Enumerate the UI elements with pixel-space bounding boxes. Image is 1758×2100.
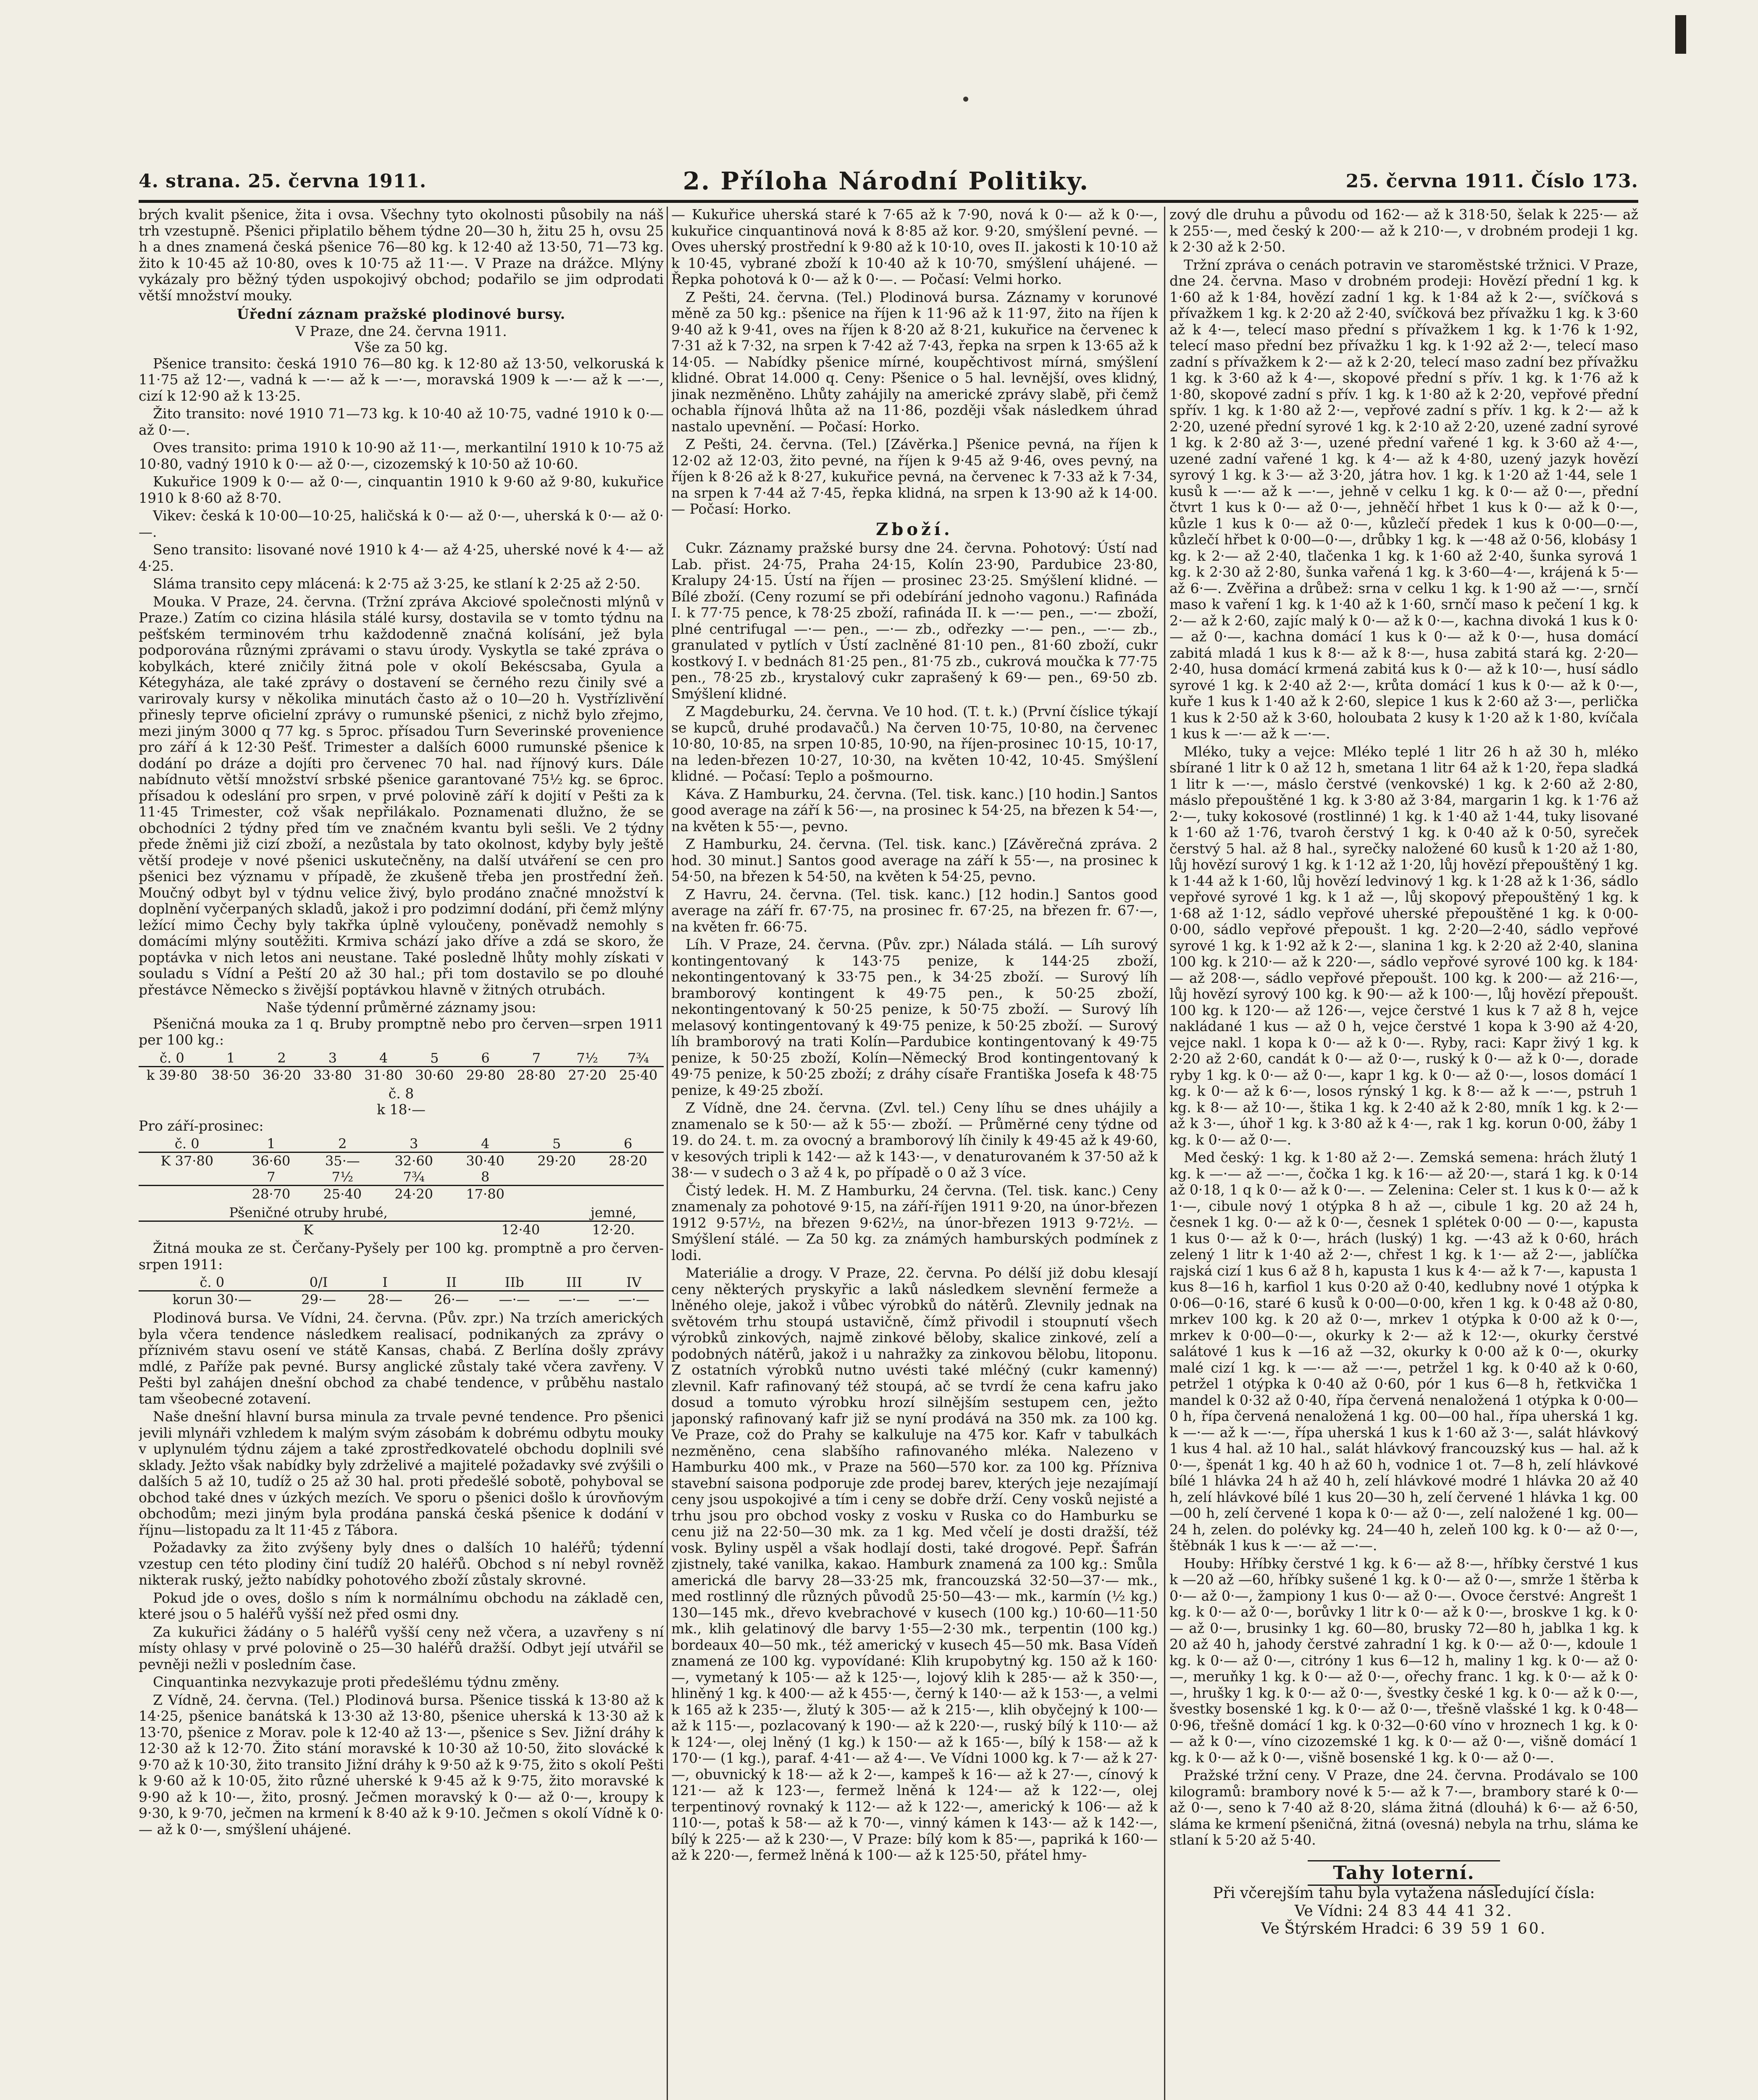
table-cell: korun 30·—	[139, 1291, 286, 1308]
table-heading: Žitná mouka ze st. Čerčany-Pyšely per 100 kg. promptně a pro červen-srpen 1911:	[139, 1240, 664, 1273]
table-cell: k 39·80	[139, 1066, 205, 1083]
table-cell: 28·70	[235, 1186, 307, 1202]
lottery-numbers: 6 39 59 1 60.	[1424, 1920, 1547, 1937]
table-cell: K	[139, 1221, 478, 1238]
price-paragraph: Pšenice transito: česká 1910 76—80 kg. k 12·80 až 13·50, velkoruská k 11·75 až 12·—, vadná k —·— až k —·—, moravská 1909 k —·— až k —·—, cizí k 12·90 až k 13·25.	[139, 355, 664, 404]
table-cell: II	[446, 1274, 457, 1290]
table-cell: K 37·80	[139, 1152, 235, 1169]
table-cell: 7¾	[403, 1169, 425, 1185]
price-paragraph: Seno transito: lisované nové 1910 k 4·— až 4·25, uherské nové k 4·— až 4·25.	[139, 541, 664, 574]
article-text: Požadavky za žito zvýšeny byly dnes o dalších 10 haléřů; týdenní vzestup cen této plodiny činí tudíž 20 haléřů. Obchod s ní nebyl rovněž nikterak ruský, ježto nabídky pohotového zboží zůstaly skrovné.	[139, 1539, 664, 1588]
table-cell: 6	[481, 1050, 490, 1066]
paper-speck	[963, 97, 968, 102]
table-cell: 2	[338, 1136, 347, 1152]
table-cell: 1	[226, 1050, 235, 1066]
table-cell: 7	[532, 1050, 541, 1066]
table-cell: 8	[481, 1169, 490, 1185]
table-cell: 5	[430, 1050, 439, 1066]
article-text: Materiálie a drogy. V Praze, 22. června. Po délší již dobu klesají ceny některých pryskyřic a laků následkem slevnění fermeže a lněného oleje, jakož i vůbec výrobků do nátěrů. Zlevnily jednak na světovém trhu stoupá ustavičně, čímž přivodil i stoupnutí všech výrobků zinkových, najmě zinkové běloby, skalice zinkové, zelí a podobných nátěrů, jakož i u nahražky za zinkovou bělobu, litoponu. Z ostatních výrobků nutno uvésti také mléčný (cukr kamenný) zlevnil. Kafr rafinovaný též stoupá, ač se tvrdí že cena kafru jako dosud a tomuto výrobku hrozí silnějším sestupem cen, ježto japonský rafinovaný kafr již se nyní prodává na 350 mk. za 100 kg. Ve Praze, což do Prahy se kalkuluje na 475 kor. Kafr v tabulkách nezměněno, cena slabšího rafinovaného mléka. Nalezeno v Hamburku 400 mk., v Praze na 560—570 kor. za 100 kg. Přízniva stavební saisona podporuje zde prodej barev, kterých jeje nezajímají ceny jsou uspokojivé a tím i ceny se dobře drží. Ceny vosků nejisté a trhu jsou pro obchod vosky z vosku v Ruska co do Hamburku se cenu již na 22·50—30 mk. za 1 kg. Med včelí je dosti dražší, též vosk. Byliny uspěl a však hodlají dosti, také drogové. Pepř. Šafrán zjistnely, také vanilka, kakao. Hamburk znamená za 100 kg.: Smůla americká dle barvy 28—33·25 mk, francouzská 32·50—37·— mk., med rostlinný dle různých původů 25·50—43·— mk., karmín (½ kg.) 130—145 mk., dřevo kvebrachové v kusech (100 kg.) 10·60—11·50 mk., klih gelatinový dle barvy 1·55—2·30 mk., terpentin (100 kg.) bordeaux 40—50 mk., též americký v kusech 45—50 mk. Basa Vídeň znamená ze 100 kg. vypovídané: Klih krupobytný kg. 150 až k 160·—, vymetaný k 105·— až k 125·—, lojový klih k 285·— až k 350·—, hliněný 1 kg. k 400·— až k 455·—, černý k 140·— až k 153·—, a velmi k 165 až k 235·—, žlutý k 305·— až k 215·—, klih obyčejný k 100·— až k 115·—, pozlacovaný k 190·— až k 220·—, ruský bílý k 110·— až k 124·—, olej lněný (1 kg.) k 150·— až k 165·—, bílý k 158·— až k 170·— (1 kg.), paraf. 4·41·— až 4·—. Ve Vídni 1000 kg. k 7·— až k 27·—, obuvnický k 18·— až k 2·—, kampeš k 16·— až k 27·—, cínový k 121·— až k 123·—, fermež lněná k 124·— až k 122·—, olej terpentinový rovnaký k 112·— až k 122·—, americký k 106·— až k 110·—, potaš k 58·— až k 70·—, vinný kámen k 143·— až k 142·—, bílý k 225·— až k 230·—, V Praze: bílý kom k 85·—, papriká k 160·— až k 220·—, fermež lněná k 100·— až k 125·50, přátel hmy-	[671, 1265, 1158, 1863]
table-cell: 36·20	[256, 1066, 307, 1083]
table-cell: 7	[267, 1169, 276, 1185]
table-cell: —·—	[544, 1291, 604, 1308]
table-cell: III	[566, 1274, 582, 1290]
article-text: Pokud jde o oves, došlo s ním k normálnímu obchodu na základě cen, které jsou o 5 haléřů vyšší než před osmi dny.	[139, 1589, 664, 1622]
table-cell: 12·40	[478, 1221, 563, 1238]
table-cell: 24·20	[378, 1186, 449, 1202]
article-text: Čistý ledek. H. M. Z Hamburku, 24 června. (Tel. tisk. kanc.) Ceny znamenaly za pohotové 9·15, na září-říjen 1911 9·20, na únor-březen 1912 9·57½, na březen 9·62½, na únor-březen 1913 9·72½. — Smýšlení stálé. — Za 50 kg. za známých hamburských podmínek z lodi.	[671, 1182, 1158, 1263]
table-cell: 6	[623, 1136, 633, 1152]
dateline: V Praze, dne 24. června 1911.	[295, 323, 507, 339]
table-cell: 29·20	[521, 1152, 592, 1169]
column-2	[671, 207, 1158, 2100]
lottery-graz	[1169, 1921, 1638, 1937]
lottery-vienna	[1169, 1903, 1638, 1920]
table-cell: 29·80	[460, 1066, 511, 1083]
article-text: Mouka. V Praze, 24. června. (Tržní zpráva Akciové společnosti mlýnů v Praze.) Zatím co cizina hlásila stálé kursy, dostavila se v tomto týdnu na pešťském terminovém trhu každodenně značná kolísání, jež byla podporována různými zprávami o stavu úrody. Vyskytla se také zpráva o kobylkách, které zničily žitná pole v okolí Bekéscsaba, Gyula a Kétegyháza, ale také zprávy o dostavení se černého rezu činily své a varirovaly kursy v několika minutách často až o 10—20 h. Vystřízlivění přinesly teprve oficielní zprávy o rumunské pšenici, z nichž bylo zřejmo, mezi jiným 3000 q 77 kg. s 5proc. přísadou Turn Severinské provenience pro září á k 12·30 Pešť. Trimester a dalších 6000 rumunské pšenice k dodání po dráze a dojíti pro červenec 70 hal. nad říjnový kurs. Dále nabídnuto větší množství srbské pšenice garantované 75½ kg. se 6proc. přísadou k odeslání pro srpen, v prvé polovině září k dojití v Pešti za k 11·45 Trimester, což však nepřilákalo. Poznamenati dlužno, že se obchodníci 2 týdny před tím ve značném kvantu byli sešli. Ve 2 týdny přede žněmi již cizí zboží, a nezůstala by tato okolnost, kdyby byly ještě větší prodeje v nové pšenici uskutečněny, na další utváření se cen pro pšenici bez významu v případě, že zkušeně třeba jen prostřední žeň. Moučný odbyt byl v týdnu velice živý, bylo prodáno značné množství k doplnění vyčerpaných skladů, jakož i pro podzimní dodání, při čemž mlýny ležící mimo Čechy byly takřka úplně vyloučeny, poněvadž nemohly s domácími mlýny soutěžiti. Krmiva schází jako dříve a zdá se skoro, že poptávka v nich letos ani neustane. Také posledně lhůty mohly získati v souladu s Vídní a Peští 20 až 30 hal.; při tom dostavilo se po dlouhé přestávce Německo s živější poptávkou hlavně v žitných otrubách.	[139, 593, 664, 998]
table-cell: —·—	[485, 1291, 544, 1308]
table-cell: 32·60	[378, 1152, 449, 1169]
article-text: Mléko, tuky a vejce: Mléko teplé 1 litr 26 h až 30 h, mléko sbírané 1 litr k 0 až 12 h, smetana 1 litr 64 až k 1·20, řepa sladká 1 litr k —·—, máslo čerstvé (venkovské) 1 kg. k 2·60 až 2·80, máslo přepouštěné 1 kg. k 3·80 až 3·84, margarin 1 kg. k 1·76 až 2·—, tuky kokosové (rostlinné) 1 kg. k 1·40 až 1·44, tuky lisované k 1·60 až 1·76, tvaroh čerstvý 1 kg. k 0·40 až k 0·50, syreček čerstvý 5 hal. až 8 hal., syrečky naložené 60 kusů k 1·20 až 1·80, lůj hovězí surový 1 kg. k 1·12 až 1·20, lůj hovězí přepouštěný 1 kg. k 1·44 až k 1·60, lůj hovězí ledvinový 1 kg. k 1·28 až k 1·36, sádlo vepřové syrové 1 kg. k 1 až —, lůj skopový přepouštěný 1 kg. k 1·68 až 1·12, sádlo vepřové uherské přepouštěné 1 kg. k 0·00-0·00, sádlo vepřové přepoušt. 1 kg. 2·20—2·40, sádlo vepřové syrové 1 kg. k 1·92 až k 2·—, slanina 1 kg. k 2·20 až 2·40, slanina 100 kg. k 210·— až k 220·—, sádlo vepřové syrové 100 kg. k 184·— až 208·—, sádlo vepřové přepoušt. 100 kg. k 200·— až 216·—, lůj hovězí syrový 100 kg. k 90·— až k 100·—, lůj hovězí přepoušt. 100 kg. k 120·— až 126·—, vejce čerstvé 1 kus k 7 až 8 h, vejce nakládané 1 kus — až 0 h, vejce čerstvé 1 kopa k 3·90 až 4·20, vejce nakl. 1 kopa k 0·— až k 0·—. Ryby, raci: Kapr živý 1 kg. k 2·20 až 2·60, candát k 0·— až 0·—, ruský k 0·— až k 0·—, dorade ryby 1 kg. k 0·— až 0·—, kapr 1 kg. k 0·— až 0·—, losos domácí 1 kg. k 0·— až k 6·—, losos rýnský 1 kg. k 8·— až k —·—, pstruh 1 kg. k 8·— až 10·—, štika 1 kg. k 2·40 až k 2·80, mník 1 kg. k 2·— až k 3·—, úhoř 1 kg. k 3·80 až k 4·—, rak 1 kg. korun 0·00, žáby 1 kg. k 0·— až 0·—.	[1169, 743, 1638, 1148]
lottery-city: Ve Vídni:	[1294, 1902, 1363, 1920]
table-cell: Pšeničné otruby hrubé,	[229, 1205, 388, 1221]
bran-price-table	[139, 1205, 664, 1238]
table-cell: 27·20	[562, 1066, 612, 1083]
section-heading: Úřední záznam pražské plodinové bursy.	[237, 306, 566, 322]
table-cell: I	[382, 1274, 388, 1290]
table-cell: 7¾	[627, 1050, 649, 1066]
section-heading: Zboží.	[876, 519, 953, 539]
table-cell: —·—	[604, 1291, 664, 1308]
column-1	[139, 207, 664, 2100]
table-cell: 5	[552, 1136, 561, 1152]
table-cell: 36·60	[235, 1152, 307, 1169]
table-cell: 3	[328, 1050, 337, 1066]
table-cell: č. 0	[174, 1136, 200, 1152]
table-cell: 25·40	[307, 1186, 378, 1202]
article-text: — Kukuřice uherská staré k 7·65 až k 7·90, nová k 0·— až k 0·—, kukuřice cinquantinová nová k 8·85 až kor. 9·20, smýšlení pevné. — Oves uherský prostřední k 9·80 až k 10·10, oves II. jakosti k 10·10 až k 10·45, vybrané zboží k 10·40 až k 10·70, smýšlení uhájené. — Řepka pohotová k 0·— až k 0·—. — Počasí: Velmi horko.	[671, 207, 1158, 287]
header-right: 25. června 1911. Číslo 173.	[1345, 170, 1638, 192]
table-cell: 30·60	[409, 1066, 460, 1083]
page-header	[139, 166, 1638, 196]
table-cell: 3	[410, 1136, 418, 1152]
table-cell: 4	[481, 1136, 490, 1152]
table-cell: jemné,	[590, 1205, 636, 1221]
table-cell: č. 0	[160, 1050, 184, 1066]
table-cell: 4	[379, 1050, 388, 1066]
header-rule	[139, 200, 1638, 203]
article-text: Houby: Hříbky čerstvé 1 kg. k 6·— až 8·—, hříbky čerstvé 1 kus k —20 až —60, hříbky sušené 1 kg. k 0·— až 0·—, smrže 1 štěrba k 0·— až 0·—, žampiony 1 kus 0·— až 0·—. Ovoce čerstvé: Angrešt 1 kg. k 0·— až 0·—, borůvky 1 litr k 0·— až k 0·—, broskve 1 kg. k 0·— až 0·—, brusinky 1 kg. 60—80, brusky 72—80 h, jablka 1 kg. k 20 až 40 h, jahody čerstvé zahradní 1 kg. k 0·— až 0·—, kdoule 1 kg. k 0·— až 0·—, citróny 1 kus 6—12 h, maliny 1 kg. k 0·— až 0·—, meruňky 1 kg. k 0·— až 0·—, ořechy franc. 1 kg. k 0·— až k 0·—, hrušky 1 kg. k 0·— až 0·—, švestky české 1 kg. k 0·— až k 0·—, švestky bosenské 1 kg. k 0·— až 0·—, třešně vlašské 1 kg. k 0·48—0·96, třešně domácí 1 kg. k 0·32—0·60 víno v hroznech 1 kg. k 0·— až k 0·—, víno cizozemské 1 kg. k 0·— až 0·—, višně domácí 1 kg. k 0·— až k 0·—, višně bosenské 1 kg. k 0·— až 0·—.	[1169, 1555, 1638, 1766]
article-text: brých kvalit pšenice, žita i ovsa. Všechny tyto okolnosti působily na náš trh vzestupně. Pšenici připlatilo během týdne 20—30 h, žitu 25 h, ovsu 25 h a dnes znamená česká pšenice 76—80 kg. k 12·40 až 13·50, 71—73 kg. žito k 10·45 až 10·80, oves k 10·75 až 11·—. V Praze na drážce. Mlýny vykázaly pro běžný týden uspokojivý obchod; podařilo se jim odprodati větší množství mouky.	[139, 207, 664, 304]
column-divider	[1164, 207, 1165, 2100]
table-cell: 25·40	[613, 1066, 664, 1083]
table-cell: 1	[267, 1136, 276, 1152]
article-text: Z Pešti, 24. června. (Tel.) [Závěrka.] Pšenice pevná, na říjen k 12·02 až 12·03, žito pevné, na říjen k 9·45 až 9·46, oves pevný, na říjen k 8·26 až k 8·27, kukuřice pevná, na červenec k 7·33 až k 7·34, na srpen k 7·44 až 7·45, řepka klidná, na srpen k 13·90 až k 14·00. — Počasí: Horko.	[671, 436, 1158, 517]
table-cell: č. 0	[200, 1274, 225, 1290]
table-cell: 17·80	[449, 1186, 521, 1202]
article-text: Za kukuřici žádány o 5 haléřů vyšší ceny než včera, a uzavřeny s ní místy ohlasy v prvé polovině o 25—30 haléřů dražší. Odbyt její utvářil se pevněji nežli v posledním čase.	[139, 1623, 664, 1672]
price-paragraph: Kukuřice 1909 k 0·— až 0·—, cinquantin 1910 k 9·60 až 9·80, kukuřice 1910 k 8·60 až 8·70.	[139, 473, 664, 506]
article-text: Cukr. Záznamy pražské bursy dne 24. června. Pohotový: Ústí nad Lab. přist. 24·75, Praha 24·15, Kolín 23·90, Pardubice 23·80, Kralupy 24·15. Ústí na říjen — prosinec 23·25. Smýšlení klidné. — Bílé zboží. (Ceny rozumí se při odebírání jednoho vagonu.) Rafináda I. k 77·75 pence, k 78·25 zboží, rafináda II. k —·— pen., —·— zboží, plné centrifugal —·— pen., —·— zb., odřezky —·— pen., —·— zb., granulated v pytlích v Ústí zaclněné 81·10 pen., 81·60 zboží, cukr kostkový I. v bednách 81·25 pen., 81·75 zb., cukrová moučka k 77·75 pen., 78·25 zb., krystalový cukr zaprašený k 69·— pen., 69·50 zb. Smýšlení klidné.	[671, 540, 1158, 702]
article-text: Pražské tržní ceny. V Praze, dne 24. června. Prodávalo se 100 kilogramů: brambory nové k 5·— až k 7·—, brambory staré k 0·— až 0·—, seno k 7·40 až 8·20, sláma žitná (dlouhá) k 6·— až 6·50, sláma ke krmení pšeničná, žitná (ovesná) nebyla na trhu, sláma ke stlaní k 5·20 až 5·40.	[1169, 1767, 1638, 1848]
table-cell: 28·—	[352, 1291, 418, 1308]
table-heading: Pro září-prosinec:	[139, 1117, 264, 1134]
table-cell: 31·80	[358, 1066, 409, 1083]
table-cell: 12·20.	[563, 1221, 664, 1238]
article-text: Z Hamburku, 24. června. (Tel. tisk. kanc.) [Závěrečná zpráva. 2 hod. 30 minut.] Santos good average na září k 55·—, na prosinec k 54·50, na březen k 54·50, na květen k 54·25, pevno.	[671, 836, 1158, 885]
unit-note: Vše za 50 kg.	[354, 339, 448, 355]
price-paragraph: Žito transito: nové 1910 71—73 kg. k 10·40 až 10·75, vadné 1910 k 0·— až 0·—.	[139, 405, 664, 438]
table-cell: 29·—	[286, 1291, 352, 1308]
rye-flour-table	[139, 1274, 664, 1307]
table-cell: 28·80	[511, 1066, 562, 1083]
table-cell: IIb	[505, 1274, 524, 1290]
table-cell: 2	[277, 1050, 286, 1066]
article-text: Plodinová bursa. Ve Vídni, 24. června. (Pův. zpr.) Na trzích amerických byla včera tendence následkem realisací, podnikaných za zprávy o příznivém stavu osení ve státě Kansas, chabá. Z Berlína došly zprávy mdlé, z Paříže pak pevné. Bursy anglické zůstaly také včera zavřeny. V Pešti byl zahájen dnešní obchod za chabé tendence, v průběhu nastalo tam všeobecné zotavení.	[139, 1310, 664, 1407]
article-text: Naše dnešní hlavní bursa minula za trvale pevné tendence. Pro pšenici jevili mlynáři vzhledem k malým svým zásobám k dobrému odbytu mouky v uplynulém týdnu zájem a také zprostředkovatelé obchodu doplnili své sklady. Ježto však nabídky byly zdrželivé a majitelé požadavky své zvýšili o dalších 5 až 10, tudíž o 25 až 30 hal. proti předešlé sobotě, pohyboval se obchod také dnes v úzkých mezích. Ve sporu o pšenici došlo k úrovňovým obchodům; mezi jiným byla prodána panská česká pšenice k dodání v říjnu—listopadu za lt 11·45 z Tábora.	[139, 1408, 664, 1538]
article-text: Cinquantinka nezvykazuje proti předešlému týdnu změny.	[153, 1674, 560, 1690]
article-text: Z Havru, 24. června. (Tel. tisk. kanc.) [12 hodin.] Santos good average na září fr. 67·75, na prosinec fr. 67·25, na březen fr. 67·—, na květen fr. 66·75.	[671, 886, 1158, 935]
article-text: Z Magdeburku, 24. června. Ve 10 hod. (T. t. k.) (První číslice týkají se kupců, druhé prodavačů.) Na červen 10·75, 10·80, na červenec 10·80, 10·85, na srpen 10·85, 10·90, na říjen-prosinec 10·15, 10·17, na leden-březen 10·27, 10·30, na květen 10·42, 10·45. Smýšlení klidné. — Počasí: Teplo a pošmourno.	[671, 703, 1158, 784]
header-left: 4. strana. 25. června 1911.	[139, 170, 427, 192]
flour-price-table	[139, 1050, 664, 1083]
column-divider	[667, 207, 668, 2100]
page-corner-mark	[1675, 15, 1686, 54]
table-heading: Pšeničná mouka za 1 q. Bruby promptně nebo pro červen—srpen 1911 per 100 kg.:	[139, 1015, 664, 1048]
column-3	[1169, 207, 1638, 2100]
lottery-intro: Při včerejším tahu byla vytažena následující čísla:	[1213, 1885, 1595, 1902]
lottery-heading: Tahy loterní.	[1169, 1865, 1638, 1882]
flour-price-table-autumn	[139, 1136, 664, 1202]
table-cell: 26·—	[418, 1291, 485, 1308]
table-cell: 0/I	[309, 1274, 328, 1290]
table-cell: 7½	[331, 1169, 354, 1185]
lottery-city: Ve Štýrském Hradci:	[1261, 1920, 1419, 1937]
table-cell: 38·50	[205, 1066, 256, 1083]
table-cell: 35·—	[307, 1152, 378, 1169]
article-text: Z Vídně, 24. června. (Tel.) Plodinová bursa. Pšenice tisská k 13·80 až k 14·25, pšenice banátská k 13·30 až 13·80, pšenice uherská k 13·30 až k 13·70, pšenice z Morav. pole k 12·40 až 13·—, pšenice s Sev. Jižní dráhy k 12·30 až k 12·70. Žito stání moravské k 10·30 až 10·50, žito slovácké k 9·70 až k 10·30, žito transito Jižní dráhy k 9·50 až k 9·75, žito s okolí Pešti k 9·60 až k 10·05, žito různé uherské k 9·45 až k 9·75, žito moravské k 9·90 až k 10·—, žito, prosný. Ječmen moravský k 0·— až 0·—, kroupy k 9·30, k 9·70, ječmen na krmení k 8·40 až k 9·10. Ječmen s okolí Vídně k 0·— až k 0·—, smýšlení uhájené.	[139, 1691, 664, 1838]
lottery-numbers: 24 83 44 41 32.	[1368, 1902, 1514, 1920]
price-paragraph: Sláma transito cepy mlácená: k 2·75 až 3·25, ke stlaní k 2·25 až 2·50.	[153, 575, 641, 592]
table-cell: 7½	[576, 1050, 598, 1066]
table-cell: č. 8	[388, 1085, 414, 1102]
price-paragraph: Vikev: česká k 10·00—10·25, haličská k 0·— až 0·—, uherská k 0·— až 0·—.	[139, 507, 664, 540]
article-text: Z Pešti, 24. června. (Tel.) Plodinová bursa. Záznamy v korunové měně za 50 kg.: pšenice na říjen k 11·96 až k 11·97, žito na říjen k 9·40 až k 9·41, oves na říjen k 8·20 až 8·21, kukuřice na červenec k 7·31 až k 7·32, na srpen k 7·42 až 7·43, řepka na srpen k 13·65 až k 14·05. — Nabídky pšenice mírné, koupěchtivost mírná, smýšlení klidné. Obrat 14.000 q. Ceny: Pšenice o 5 hal. levnější, oves klidný, jinak nezměněno. Lhůty zahájily na americké zprávy slabě, při čemž ochabla říjnová lhůta až na 11·86, později však následkem úhrad nastalo upevnění. — Počasí: Horko.	[671, 289, 1158, 435]
table-cell: IV	[626, 1274, 641, 1290]
article-text: Káva. Z Hamburku, 24. června. (Tel. tisk. kanc.) [10 hodin.] Santos good average na září k 56·—, na prosinec k 54·25, na březen k 54·—, na květen k 55·—, pevno.	[671, 785, 1158, 835]
article-text: zový dle druhu a původu od 162·— až k 318·50, šelak k 225·— až k 255·—, med český k 200·— až k 210·—, v drobném prodeji 1 kg. k 2·30 až k 2·50.	[1169, 207, 1638, 255]
article-text: Tržní zpráva o cenách potravin ve staroměstské tržnici. V Praze, dne 24. června. Maso v drobném prodeji: Hovězí přední 1 kg. k 1·60 až k 1·84, hovězí zadní 1 kg. k 1·84 až k 2·—, svíčková s přívažkem 1 kg. k 2·20 až 2·40, svíčková bez přívažku 1 kg. k 3·60 až k 4·—, telecí maso přední s přívažkem 1 kg. k 1·76 k 1·92, telecí maso přední bez přívažku 1 kg. k 1·92 až 2·—, telecí maso zadní s přívažkem k 2·— až k 2·20, telecí maso zadní bez přívažku 1 kg. k 3·60 až k 4·—, skopové přední s přív. 1 kg. k 1·76 až k 1·80, skopové zadní s přív. 1 kg. k 1·80 až k 2·20, vepřové přední spřív. 1 kg. k 1·80 až 2·—, vepřové zadní s přív. 1 kg. k 2·— až k 2·20, uzené přední syrové 1 kg. k 2·10 až 2·20, uzené zadní syrové 1 kg. k 2·80 až 3·—, uzené přední vařené 1 kg. k 3·60 až 4·—, uzené zadní vařené 1 kg. k 4·— až k 4·80, uzený jazyk hovězí syrový 1 kg. k 3·— až 3·20, játra hov. 1 kg. k 1·20 až 1·44, sele 1 kusů k —·— až k —·—, jehně v celku 1 kg. k 0·— až 0·—, přední čtvrt 1 kus k 0·— až 0·—, jehněčí hřbet 1 kus k 0·— až k 0·—, kůzle 1 kus k 0·— až 0·—, kůzlečí předek 1 kus k 0·00—0·—, kůzlečí hřbet k 0·00—0·—, drůbky 1 kg. k —·48 až 0·56, klobásy 1 kg. k 2·— až 2·40, tlačenka 1 kg. k 1·60 až 2·40, šunka syrová 1 kg. k 2·30 až 2·80, šunka vařená 1 kg. k 3·60—4·—, krájená k 5·— až 6·—. Zvěřina a drůbež: srna v celku 1 kg. k 1·90 až —·—, srnčí maso k vaření 1 kg. k 1·40 až k 1·60, srnčí maso k pečení 1 kg. k 2·— až k 2·60, zajíc malý k 0·— až k 0·—, kachna divoká 1 kus k 0·— až 0·—, kachna domácí 1 kus k 0·— až k 0·—, husa domácí zabitá mladá 1 kus k 8·— až k 8·—, husa zabitá stará kg. 2·20—2·40, husa domácí krmená zabitá kus k 0·— až k 10·—, husí sádlo syrové 1 kg. k 2·40 až 2·—, krůta domácí 1 kus k 0·— až k 0·—, kuře 1 kus k 1·40 až k 2·60, slepice 1 kus k 2·60 až 3·—, perlička 1 kus k 2·50 až k 3·60, holoubata 2 kusy k 1·20 až k 1·80, kvíčala 1 kus k —·— až k —·—.	[1169, 256, 1638, 742]
table-caption: Naše týdenní průměrné záznamy jsou:	[266, 999, 536, 1016]
table-cell: k 18·—	[377, 1101, 426, 1118]
article-text: Med český: 1 kg. k 1·80 až 2·—. Zemská semena: hrách žlutý 1 kg. k —·— až —·—, čočka 1 kg. k 16·— až 20·—, stará 1 kg. k 0·14 až 0·18, 1 q k 0·— až k 0·—. — Zelenina: Celer st. 1 kus k 0·— až k 1·—, cibule nový 1 otýpka 8 h až —, cibule 1 kg. 20 až 24 h, česnek 1 kg. 0·— až k 0·—, česnek 1 splétek 0·00 — 0·—, kapusta 1 kus 0·— až k 0·—, hrách (luský) 1 kg. —·43 až k 0·60, hrách zelený 1 litr k 1·40 až 2·—, chřest 1 kg. k 1·— až 2·—, jablíčka rajská cizí 1 kus 6 až 8 h, kapusta 1 kus k 4·— až k 7·—, kapusta 1 kus 8—16 h, karfiol 1 kus 0·20 až 0·40, kedlubny nové 1 otýpka k 0·06—0·16, staré 6 kusů k 0·00—0·00, křen 1 kg. k 0·48 až 0·80, mrkev 100 kg. k 20 až 0·—, mrkev 1 otýpka k 0·00 až k 0·—, mrkev k 0·00—0·—, okurky k 2·— až k 12·—, okurky čerstvé salátové 1 kus k —16 až —32, okurky k 0·00 až k 0·—, okurky malé cizí 1 kg. k —·— až —·—, petržel 1 kg. k 0·40 až k 0·60, petržel 1 otýpka k 0·40 až 0·60, pór 1 kus 6—8 h, řetkvička 1 mandel k 0·32 až 0·40, řípa červená nenaložená 1 otýpka k 0·00—0 h, řípa červená nenaložená 1 kg. 00—00 hal., řípa uherská 1 kg. k —·— až k —·—, řípa uherská 1 kus k 1·60 až 3·—, salát hlávkový 1 kus 4 hal. až 10 hal., salát hlávkový francouzský kus — hal. až k 0·—, špenát 1 kg. 40 h až 60 h, vodnice 1 ot. 7—8 h, zelí hlávkové bílé 1 hlávka 24 h až 40 h, zelí hlávkové modré 1 hlávka 20 až 40 h, zelí hlávkové bílé 1 kus 20—30 h, zelí červené 1 hlávka 1 kg. 00—00 h, zelí červené 1 kopa k 0·— až 0·—, zelí naložené 1 kg. 00—24 h, zelen. do polévky kg. 24—40 h, zeleň 100 kg. k 0·— až 0·—, štěbnák 1 kus k —·— až —·—.	[1169, 1149, 1638, 1554]
table-cell: 28·20	[592, 1152, 664, 1169]
price-paragraph: Oves transito: prima 1910 k 10·90 až 11·—, merkantilní 1910 k 10·75 až 10·80, vadný 1910 k 0·— až 0·—, cizozemský k 10·50 až 10·60.	[139, 439, 664, 472]
header-title: 2. Příloha Národní Politiky.	[683, 167, 1090, 195]
article-text: Z Vídně, dne 24. června. (Zvl. tel.) Ceny líhu se dnes uhájily a znamenalo se k 50·— až k 55·— zboží. — Průměrné ceny týdne od 19. do 24. t. m. za ovocný a bramborový líh činily k 49·45 až k 49·60, v kesových tripli k 142·— až k 143·—, v denaturovaném k 37·50 až k 38·— v sudech o 3 až 4 k, po případě o 0 až 3 více.	[671, 1100, 1158, 1181]
table-cell: 33·80	[307, 1066, 358, 1083]
table-cell: 30·40	[449, 1152, 521, 1169]
article-text: Líh. V Praze, 24. června. (Pův. zpr.) Nálada stálá. — Líh surový kontingentovaný k 143·75 penize, k 144·25 zboží, nekontingentovaný k 33·75 pen., k 34·25 zboží. — Surový líh bramborový kontingent k 49·75 pen., k 50·25 zboží, nekontingentovaný k 50·25 penize, k 50·75 zboží. — Surový líh melasový kontingentovaný k 49·75 penize, k 50·25 zboží. — Surový líh bramborový na trati Kolín—Pardubice kontingentovaný k 49·75 penize, k 50·25 zboží, Kolín—Německý Brod kontingentovaný k 49·75 penize, k 50·25 zboží; z dráhy císaře Františka Josefa k 48·75 penize, k 49·25 zboží.	[671, 936, 1158, 1098]
